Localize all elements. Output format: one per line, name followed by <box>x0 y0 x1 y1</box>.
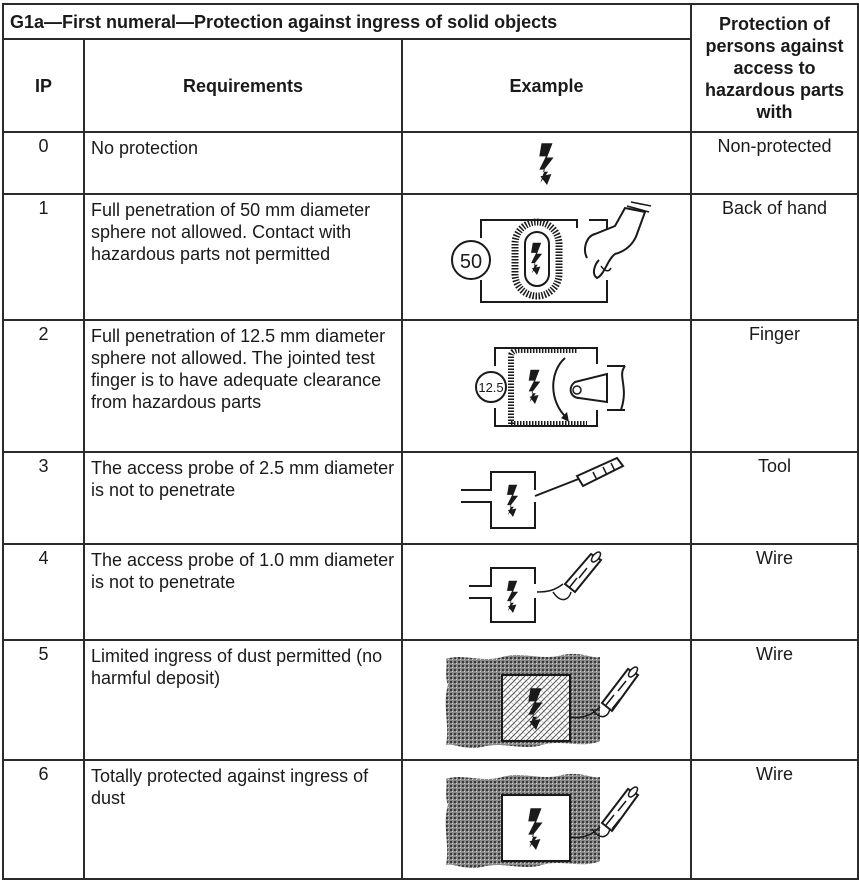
ip-cell: 4 <box>3 544 84 640</box>
protection-cell: Tool <box>691 452 858 544</box>
ip-cell: 0 <box>3 132 84 194</box>
ip-protection-table <box>2 3 859 880</box>
header-requirements: Requirements <box>84 39 402 132</box>
ip-cell: 5 <box>3 640 84 760</box>
sphere-label: 12.5 <box>477 380 504 395</box>
ip-cell: 3 <box>3 452 84 544</box>
table-row <box>3 132 858 194</box>
protection-cell: Wire <box>691 544 858 640</box>
table-row <box>3 544 858 640</box>
sphere-label: 50 <box>459 251 482 273</box>
screwdriver-probe-icon <box>457 456 637 540</box>
protection-cell: Wire <box>691 640 858 760</box>
requirements-cell: The access probe of 1.0 mm diameter is not to penetrate <box>84 544 402 640</box>
table-row <box>3 452 858 544</box>
requirements-cell: Limited ingress of dust permitted (no harmful deposit) <box>84 640 402 760</box>
wire-probe-icon <box>457 548 637 636</box>
requirements-cell: Full penetration of 50 mm diameter sphere not allowed. Contact with hazardous parts not permitted <box>84 194 402 320</box>
ip-cell: 6 <box>3 760 84 879</box>
header-ip: IP <box>3 39 84 132</box>
header-protection: Protection of persons against access to hazardous parts with <box>691 4 858 132</box>
header-example: Example <box>402 39 691 132</box>
bolt-only-icon <box>517 134 577 192</box>
protection-cell: Finger <box>691 320 858 452</box>
protection-cell: Back of hand <box>691 194 858 320</box>
table-title: G1a—First numeral—Protection against ingress of solid objects <box>3 4 691 39</box>
requirements-cell: Full penetration of 12.5 mm diameter sphere not allowed. The jointed test finger is to have adequate clearance from hazardous parts <box>84 320 402 452</box>
protection-cell: Wire <box>691 760 858 879</box>
table-row <box>3 194 858 320</box>
table-row <box>3 640 858 760</box>
hand-50mm-sphere-icon <box>437 198 657 316</box>
finger-12-5mm-sphere-icon <box>457 326 637 446</box>
protection-cell: Non-protected <box>691 132 858 194</box>
dust-limited-icon <box>442 645 652 755</box>
dust-tight-icon <box>442 765 652 875</box>
table-row <box>3 320 858 452</box>
requirements-cell: The access probe of 2.5 mm diameter is not to penetrate <box>84 452 402 544</box>
ip-cell: 2 <box>3 320 84 452</box>
requirements-cell: Totally protected against ingress of dust <box>84 760 402 879</box>
table-row <box>3 760 858 879</box>
ip-cell: 1 <box>3 194 84 320</box>
requirements-cell: No protection <box>84 132 402 194</box>
